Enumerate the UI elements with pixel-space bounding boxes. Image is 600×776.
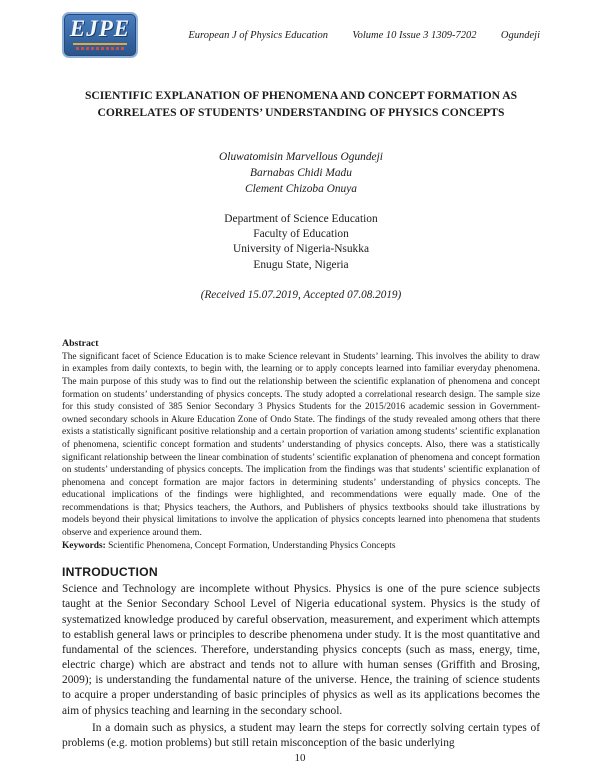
keywords-text: Scientific Phenomena, Concept Formation, Understanding Physics Concepts	[105, 540, 396, 551]
paper-title: SCIENTIFIC EXPLANATION OF PHENOMENA AND CONCEPT FORMATION AS CORRELATES OF STUDENTS’ UNDERSTANDING OF PHYSICS CONCEPTS	[84, 89, 518, 119]
journal-name: European J of Physics Education	[188, 29, 328, 41]
author-name: Clement Chizoba Onuya	[245, 182, 357, 195]
affiliation-line: Enugu State, Nigeria	[253, 258, 349, 271]
page-number: 10	[294, 752, 306, 764]
author-list	[62, 150, 540, 198]
ejpe-logo-tagline	[76, 47, 124, 50]
affiliation-line: Department of Science Education	[224, 212, 378, 225]
author-name: Barnabas Chidi Madu	[250, 166, 352, 179]
affiliation-line: University of Nigeria-Nsukka	[232, 243, 370, 256]
author-name: Oluwatomisin Marvellous Ogundeji	[219, 150, 383, 163]
ejpe-logo-text: EJPE	[69, 16, 131, 41]
received-accepted-line: (Received 15.07.2019, Accepted 07.08.2019)	[200, 289, 402, 302]
body-paragraph: In a domain such as physics, a student may learn the steps for correctly solving certain types of problems (e.g. motion problems) but still retain misconception of the basic underlying	[62, 721, 540, 749]
ejpe-logo	[62, 12, 138, 58]
abstract-text: The significant facet of Science Education is to make Science relevant in Students’ learning. This involves the ability to draw in examples from daily contexts, to begin with, the learning or to apply concepts learned into familiar everyday phenomena. The main purpose of this study was to find out the relationship between the scientific explanation of phenomena and concept formation on students’ understanding of physics concepts. The study adopted a correlational research design. The sample size for this study consisted of 385 Senior Secondary 3 Physics Students for the 2015/2016 academic session in Government-owned secondary schools in Akure Education Zone of Ondo State. The findings of the study revealed among others that there exists a statistically significant positive relationship and a certain proportion of variation among students’ scientific explanation of phenomena, scientific concept formation and students’ understanding of physics concepts. Also, there was a statistically significant relationship between the linear combination of students’ scientific explanation of phenomena and concept formation on students’ understanding of physics concepts. The implication from the findings was that students’ scientific explanation of phenomena and concept formation are major factors in determining students’ understanding of physics concepts. The educational implications of the findings were highlighted, and recommendations were equally made. One of the recommendations is that; Physics teachers, the Authors, and Publishers of physics textbooks should take illustrations by models beyond their physical limitations to involve the application of physics concepts learned into phenomena that students observe and experience around them.	[62, 351, 540, 539]
keywords-label: Keywords:	[62, 540, 106, 551]
ejpe-logo-underline	[73, 43, 127, 45]
affiliation-line: Faculty of Education	[253, 227, 349, 240]
abstract-section	[62, 337, 540, 552]
affiliation-block	[62, 212, 540, 274]
running-author: Ogundeji	[500, 29, 540, 41]
body-paragraph: Science and Technology are incomplete without Physics. Physics is one of the pure science subjects taught at the Senior Secondary School Level of Nigeria educational system. Physics is the study of systematized knowledge produced by careful observation, measurement, and experiment which attempts to establish general laws or principles to describe phenomena under study. It is the most quantitative and fundamental of the sciences. Therefore, understanding physics concepts (such as mass, energy, time, electric charge) which are abstract and tends not to allure with human senses (Griffith and Brosing, 2009); is understanding the fundamental nature of the universe. Hence, the training of science students to acquire a proper understanding of basic principles of physics as well as its applications becomes the aim of physics teaching and learning in the secondary school.	[62, 583, 540, 717]
abstract-heading: Abstract	[62, 338, 99, 350]
section-heading-introduction: INTRODUCTION	[62, 565, 158, 580]
keywords-line	[62, 540, 540, 553]
journal-header	[62, 12, 540, 58]
volume-issue: Volume 10 Issue 3 1309-7202	[352, 29, 477, 41]
